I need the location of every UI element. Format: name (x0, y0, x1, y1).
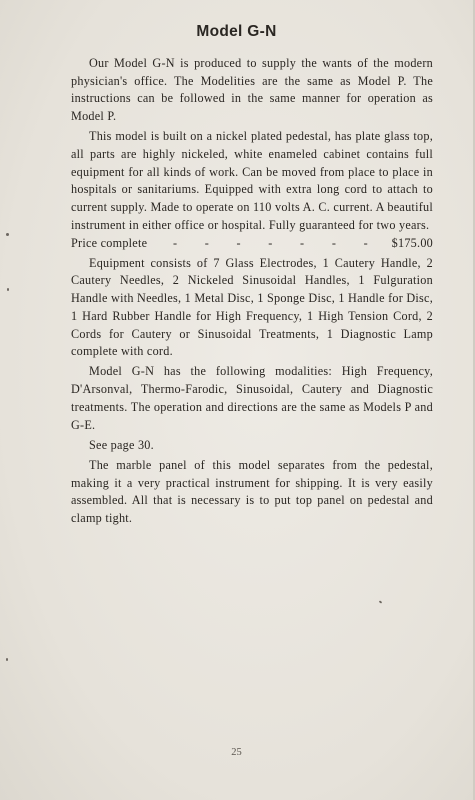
paragraph-shipping: The marble panel of this model separates from the pedestal, making it a very practical instrument for shipping. It is very easily assembled. All that is necessary is to put top panel on pedestal and clamp tight. (71, 457, 433, 526)
leader-dash: - (363, 235, 368, 250)
leader-dash: - (236, 235, 241, 250)
page-number: 25 (231, 747, 242, 758)
paragraph-see-page: See page 30. (89, 437, 154, 452)
leader-dash: - (204, 235, 210, 250)
price-label: Price complete (71, 235, 148, 250)
paper-speck (6, 233, 9, 236)
price-leader (147, 235, 391, 253)
leader-dash: - (331, 235, 337, 250)
paper-speck (7, 288, 9, 291)
page-title: Model G-N (196, 23, 277, 40)
price-line (71, 235, 433, 253)
leader-dash: - (300, 235, 305, 250)
paragraph-intro: Our Model G-N is produced to supply the wants of the modern physician's office. The Modelities are the same as Model P. The instructions can be followed in the same manner for operation as Model P. (71, 56, 433, 124)
paragraph-modalities: Model G-N has the following modalities: High Frequency, D'Arsonval, Thermo-Farodic, Sinusoidal, Cautery and Diagnostic treatments. The operation and directions are the same as Models P and G-E. (71, 364, 433, 432)
body-text (71, 55, 433, 530)
leader-dash: - (172, 235, 178, 250)
paper-speck (6, 658, 8, 661)
leader-dash: - (268, 235, 273, 250)
price-amount: $175.00 (391, 235, 433, 250)
paper-speck (379, 600, 383, 603)
paragraph-description: This model is built on a nickel plated pedestal, has plate glass top, all parts are highly nickeled, white enameled cabinet contains full equipment for all kinds of work. Can be moved from place to place in hospitals or sanitariums. Equipped with extra long cord to attach to current supply. Made to operate on 110 volts A. C. current. A beautiful instrument in either office or hospital. Fully guaranteed for two years. (71, 129, 433, 232)
paragraph-equipment: Equipment consists of 7 Glass Electrodes, 1 Cautery Handle, 2 Cautery Needles, 2 Nickeled Sinusoidal Handles, 1 Fulguration Handle with Needles, 1 Metal Disc, 1 Sponge Disc, 1 Handle for Disc, 1 Hard Rubber Handle for High Frequency, 1 High Tension Cord, 2 Cords for Cautery or Sinusoidal Treatments, 1 Diagnostic Lamp complete with cord. (71, 255, 433, 359)
